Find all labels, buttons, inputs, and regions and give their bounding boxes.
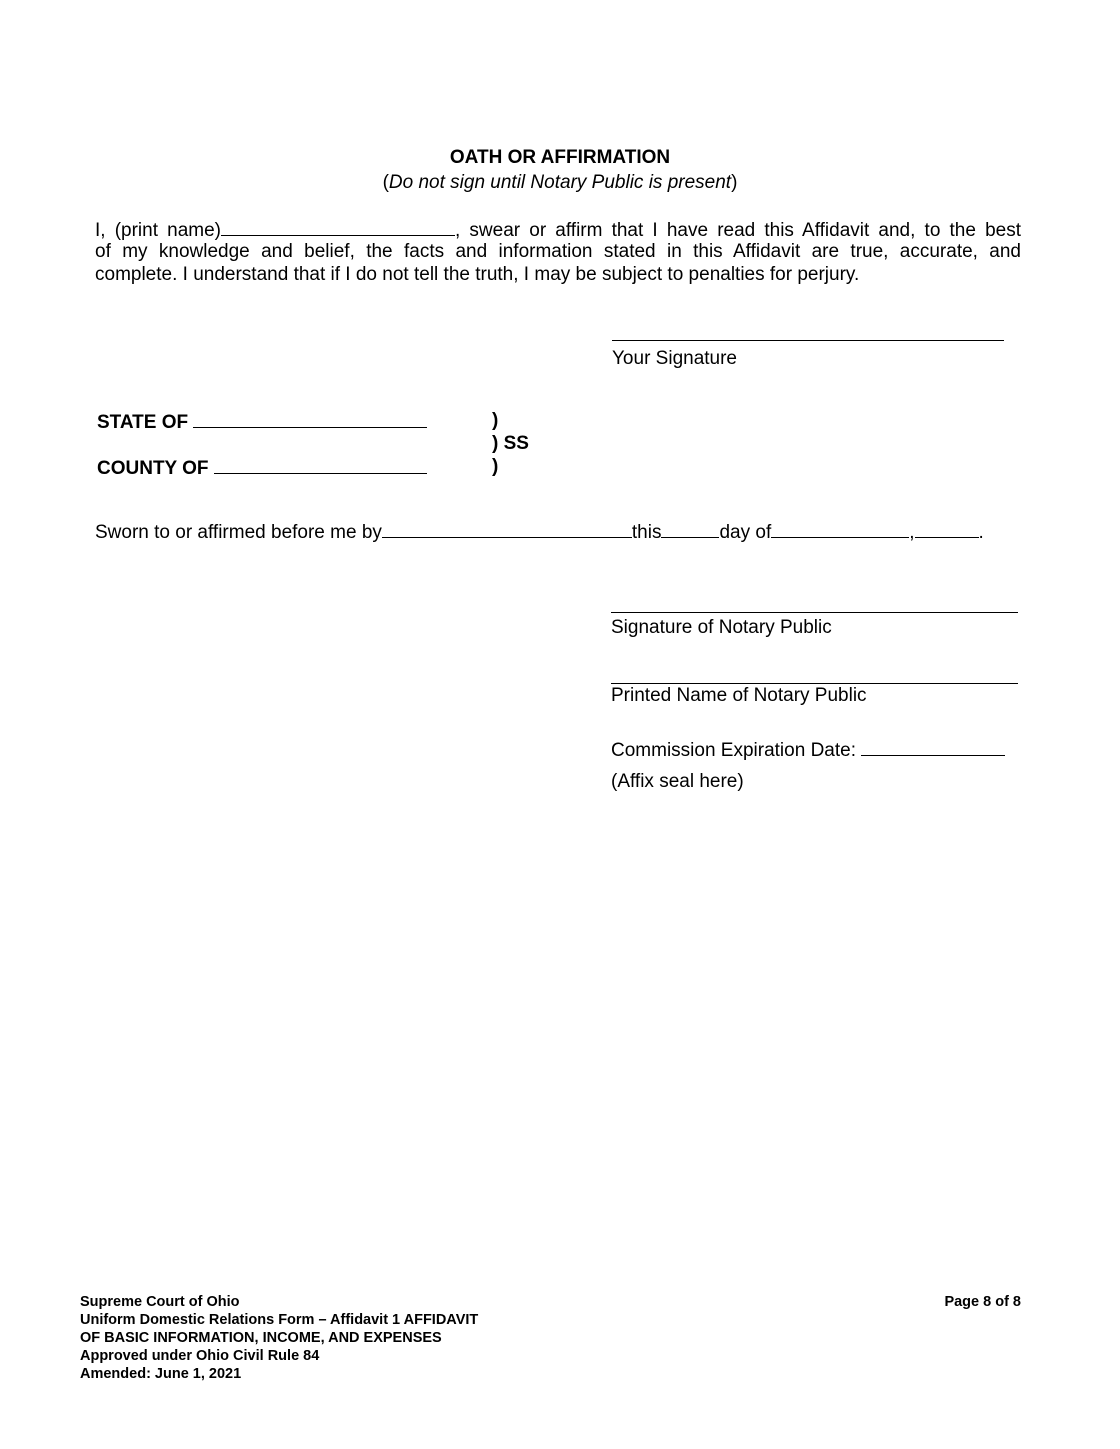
- sworn-label: Sworn to or affirmed before me by: [95, 522, 382, 543]
- commission-row: [611, 738, 1005, 762]
- page-subtitle: [0, 172, 1120, 194]
- sworn-by-field[interactable]: [382, 520, 632, 538]
- notary-signature-field[interactable]: [611, 612, 1018, 613]
- commission-date-field[interactable]: [861, 738, 1005, 756]
- county-of-row: [97, 456, 427, 480]
- footer-line: Approved under Ohio Civil Rule 84: [80, 1348, 320, 1364]
- state-field[interactable]: [193, 410, 427, 428]
- page-number: Page 8 of 8: [944, 1294, 1021, 1310]
- this-label: this: [631, 522, 662, 543]
- day-of-label: day of: [719, 522, 772, 543]
- your-signature-label: Your Signature: [612, 348, 738, 369]
- venue-paren: ): [492, 456, 499, 477]
- county-field[interactable]: [214, 456, 427, 474]
- period: .: [978, 522, 984, 543]
- day-field[interactable]: [661, 520, 719, 538]
- state-of-label: STATE OF: [97, 412, 189, 433]
- subtitle-text: Do not sign until Notary Public is present: [388, 172, 732, 193]
- your-signature-field[interactable]: [612, 340, 1004, 341]
- oath-line-2: of my knowledge and belief, the facts and information stated in this Affidavit are true, accurate, and: [95, 241, 1021, 262]
- commission-label: Commission Expiration Date:: [611, 740, 856, 761]
- notary-signature-label: Signature of Notary Public: [611, 617, 832, 638]
- footer-line: Uniform Domestic Relations Form – Affidavit 1 AFFIDAVIT: [80, 1312, 479, 1328]
- affix-seal-label: (Affix seal here): [611, 771, 744, 792]
- subtitle-paren: (: [382, 172, 389, 193]
- footer-line: Supreme Court of Ohio: [80, 1294, 240, 1310]
- sworn-line: [95, 520, 984, 544]
- oath-text: , swear or affirm that I have read this Affidavit and, to the best: [455, 220, 1021, 241]
- venue-paren: ): [492, 410, 499, 431]
- print-name-field[interactable]: [221, 218, 455, 236]
- footer-line: OF BASIC INFORMATION, INCOME, AND EXPENSES: [80, 1330, 442, 1346]
- venue-ss: ) SS: [492, 433, 529, 454]
- page-title: OATH OR AFFIRMATION: [449, 147, 671, 168]
- state-of-row: [97, 410, 427, 434]
- month-field[interactable]: [771, 520, 909, 538]
- subtitle-paren: ): [731, 172, 738, 193]
- comma: ,: [909, 522, 915, 543]
- oath-line-3: complete. I understand that if I do not tell the truth, I may be subject to penalties for perjury.: [95, 264, 860, 285]
- year-field[interactable]: [915, 520, 979, 538]
- footer-line: Amended: June 1, 2021: [80, 1366, 242, 1382]
- notary-printed-name-label: Printed Name of Notary Public: [611, 685, 867, 706]
- print-name-label: I, (print name): [95, 220, 221, 241]
- notary-printed-name-field[interactable]: [611, 683, 1018, 684]
- county-of-label: COUNTY OF: [97, 458, 209, 479]
- oath-line-1: [95, 218, 1021, 242]
